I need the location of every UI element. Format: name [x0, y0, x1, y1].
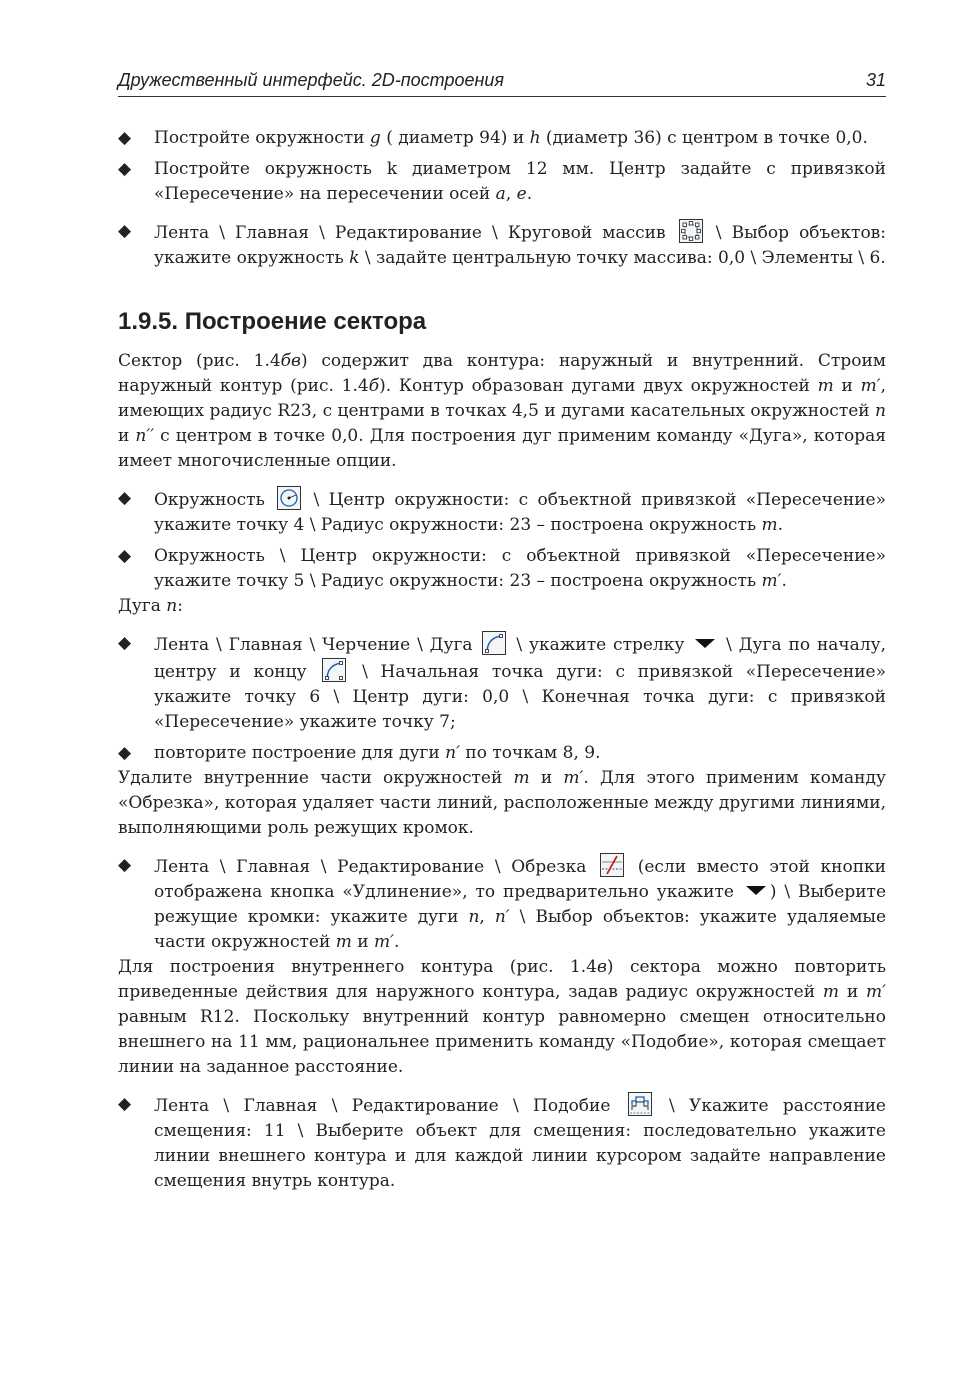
dropdown-arrow-icon[interactable]	[746, 886, 766, 895]
offset-icon[interactable]	[628, 1092, 652, 1116]
list-item: ◆ Лента \ Главная \ Редактирование \ Обрезка (если вместо этой кнопки отображена кнопка «Удлинение», то предварительно укажите ) \ Выберите режущие кромки: укажите дуги n, n′ \ Выбор объектов: укажите удаляемые части окружностей m и m′.	[118, 855, 887, 952]
paragraph: Удалите внутренние части окружностей m и m′. Для этого применим команду «Обрезка», которая удаляет части линий, расположенные между другими линиями, выполняющими роль режущих кромок.	[118, 768, 886, 838]
bullet-icon: ◆	[118, 855, 132, 875]
trim-icon[interactable]	[600, 853, 624, 877]
list-item: ◆ Окружность \ Центр окружности: с объектной привязкой «Пересечение» укажите точку 4 \ Радиус окружности: 23 – построена окружность m.	[118, 488, 886, 535]
arc-start-center-end-icon[interactable]	[322, 658, 346, 682]
running-header	[118, 64, 886, 97]
list-item: ◆ Постройте окружности g ( диаметр 94) и h (диаметр 36) с центром в точке 0,0.	[118, 126, 886, 151]
bullet-icon: ◆	[118, 128, 132, 148]
circular-array-icon[interactable]	[679, 219, 703, 243]
header-title: Дружественный интерфейс. 2D-построения	[118, 70, 505, 90]
list-item: ◆ повторите построение для дуги n′ по точкам 8, 9.	[118, 741, 886, 766]
bullet-icon: ◆	[118, 1094, 132, 1114]
page-body	[118, 126, 886, 1194]
paragraph: Для построения внутреннего контура (рис. 1.4в) сектора можно повторить приведенные действия для наружного контура, задав радиус окружностей m и m′ равным R12. Поскольку внутренний контур равномерно смещен относительно внешнего на 11 мм, рациональнее применить команду «Подобие», которая смещает линии на заданное расстояние.	[118, 957, 886, 1077]
arc-icon[interactable]	[482, 631, 506, 655]
bullet-icon: ◆	[118, 546, 132, 566]
paragraph: Сектор (рис. 1.4бв) содержит два контура: наружный и внутренний. Строим наружный контур (рис. 1.4б). Контур образован дугами двух окружностей m и m′, имеющих радиус R23, с центрами в точках 4,5 и дугами касательных окружностей n и n′′ с центром в точке 0,0. Для построения дуг применим команду «Дуга», которая имеет многочисленные опции.	[118, 351, 887, 471]
bullet-icon: ◆	[118, 221, 132, 241]
bullet-icon: ◆	[118, 488, 132, 508]
bullet-icon: ◆	[118, 159, 132, 179]
list-item: ◆ Постройте окружность k диаметром 12 мм. Центр задайте с привязкой «Пересечение» на пересечении осей a, e.	[118, 159, 886, 204]
page-number: 31	[865, 70, 886, 90]
dropdown-arrow-icon[interactable]	[695, 639, 715, 648]
bullet-icon: ◆	[118, 743, 132, 763]
list-item: ◆ Окружность \ Центр окружности: с объектной привязкой «Пересечение» укажите точку 5 \ Радиус окружности: 23 – построена окружность m′.	[118, 546, 886, 591]
list-item: ◆ Лента \ Главная \ Черчение \ Дуга \ укажите стрелку \ Дуга по началу, центру и концу \ Начальная точка дуги: с привязкой «Пересечение» укажите точку 6 \ Центр дуги: 0,0 \ Конечная точка дуги: с привязкой «Пересечение» укажите точку 7;	[118, 633, 887, 732]
bullet-icon: ◆	[118, 633, 132, 653]
circle-center-radius-icon[interactable]	[277, 486, 301, 510]
section-heading: 1.9.5. Построение сектора	[118, 308, 427, 335]
paragraph: Дуга n:	[118, 596, 183, 616]
list-item: ◆ Лента \ Главная \ Редактирование \ Круговой массив \ Выбор объектов: укажите окружность k \ задайте центральную точку массива: 0,0 \ Элементы \ 6.	[118, 221, 886, 268]
list-item: ◆ Лента \ Главная \ Редактирование \ Подобие \ Укажите расстояние смещения: 11 \ Выберите объект для смещения: последовательно укажите линии внешнего контура и для каждой линии курсором задайте направление смещения внутрь контура.	[118, 1094, 886, 1191]
